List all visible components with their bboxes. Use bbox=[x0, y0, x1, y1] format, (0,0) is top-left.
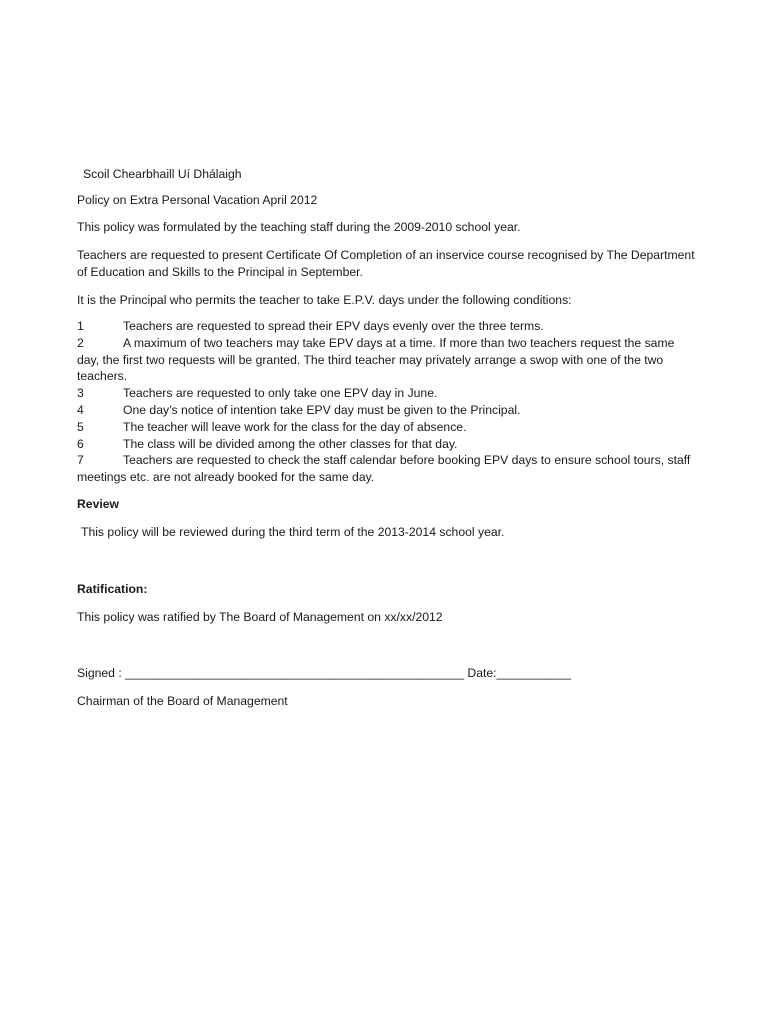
certificate-paragraph: Teachers are requested to present Certificate Of Completion of an inservice course recognised by The Department of Education and Skills to the Principal in September. bbox=[77, 248, 695, 279]
list-item bbox=[77, 436, 695, 453]
review-heading: Review bbox=[77, 497, 120, 511]
formulated-statement: This policy was formulated by the teaching staff during the 2009-2010 school year. bbox=[77, 220, 521, 234]
list-item bbox=[77, 385, 695, 402]
list-item bbox=[77, 402, 695, 419]
review-text: This policy will be reviewed during the third term of the 2013-2014 school year. bbox=[81, 525, 505, 539]
conditions-intro: It is the Principal who permits the teacher to take E.P.V. days under the following conditions: bbox=[77, 293, 572, 307]
conditions-list bbox=[77, 318, 695, 486]
list-item-text: Teachers are requested to only take one EPV day in June. bbox=[123, 386, 438, 401]
list-item-number: 7 bbox=[77, 453, 84, 468]
list-item-number: 4 bbox=[77, 402, 84, 417]
ratification-text: This policy was ratified by The Board of Management on xx/xx/2012 bbox=[77, 610, 443, 624]
list-item-number: 3 bbox=[77, 386, 84, 401]
signature-line: Signed : __________________________________________________ Date:___________ bbox=[77, 666, 572, 680]
ratification-heading: Ratification: bbox=[77, 582, 148, 596]
list-item-text: One day’s notice of intention take EPV day must be given to the Principal. bbox=[123, 402, 521, 417]
list-item bbox=[77, 452, 695, 486]
list-item-number: 1 bbox=[77, 319, 84, 333]
list-item-text: A maximum of two teachers may take EPV days at a time. If more than two teachers request the same day, the first two requests will be granted. The third teacher may privately arrange a swop with one of the two teachers. bbox=[77, 335, 675, 384]
list-item-text: Teachers are requested to check the staff calendar before booking EPV days to ensure school tours, staff meetings etc. are not already booked for the same day. bbox=[77, 453, 691, 485]
list-item-number: 5 bbox=[77, 419, 84, 434]
chairman-label: Chairman of the Board of Management bbox=[77, 694, 288, 708]
list-item-number: 6 bbox=[77, 436, 84, 451]
list-item-text: The teacher will leave work for the class for the day of absence. bbox=[123, 419, 467, 434]
list-item bbox=[77, 318, 695, 335]
list-item bbox=[77, 419, 695, 436]
school-name: Scoil Chearbhaill Uí Dhálaigh bbox=[83, 167, 242, 181]
list-item-text: The class will be divided among the other classes for that day. bbox=[123, 436, 458, 451]
policy-title: Policy on Extra Personal Vacation April 2012 bbox=[77, 193, 318, 207]
list-item-text: Teachers are requested to spread their EPV days evenly over the three terms. bbox=[123, 319, 544, 333]
list-item bbox=[77, 335, 695, 385]
list-item-number: 2 bbox=[77, 335, 84, 350]
